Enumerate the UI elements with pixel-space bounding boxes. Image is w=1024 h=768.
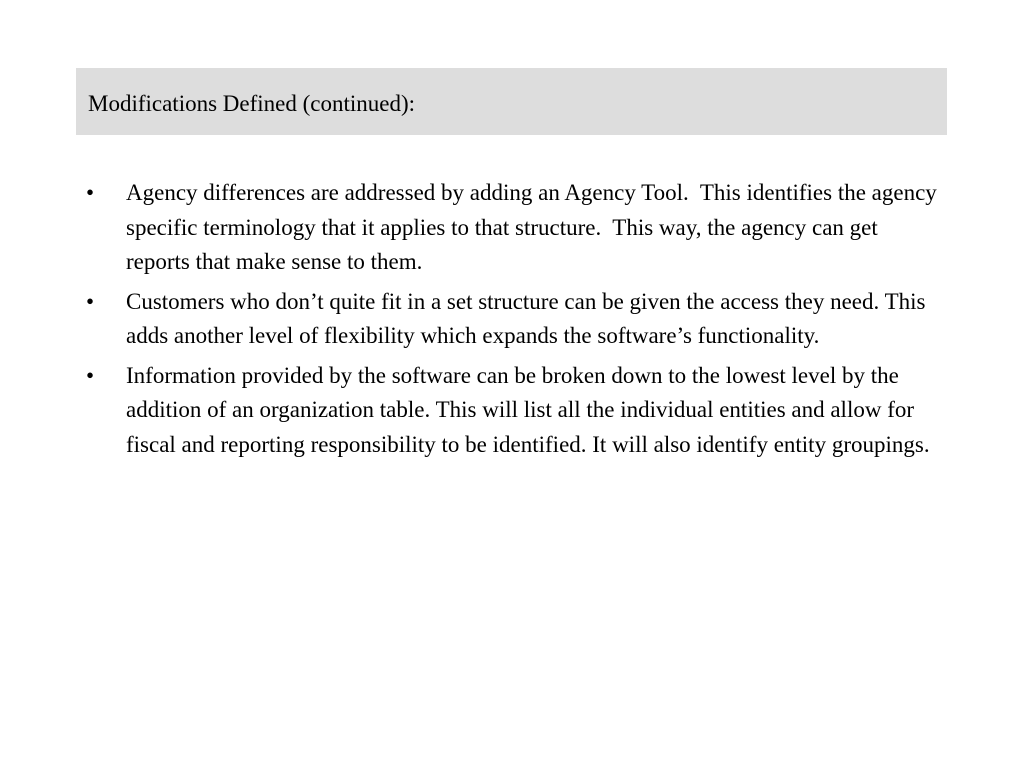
bullet-item-organization-table: [86, 359, 946, 463]
bullet-text: Information provided by the software can be broken down to the lowest level by the addition of an organization table. This will list all the individual entities and allow for fiscal and reporting responsibility to be identified. It will also identify entity groupings.: [126, 362, 930, 457]
slide-title: Modifications Defined (continued):: [88, 91, 416, 116]
slide-title-bar: [76, 68, 947, 135]
bullet-icon: •: [86, 180, 95, 205]
bullet-text: Customers who don’t quite fit in a set structure can be given the access they need. This adds another level of flexibility which expands the software’s functionality.: [126, 288, 926, 348]
bullet-icon: •: [86, 288, 95, 314]
bullet-item-agency-tool: [86, 176, 946, 280]
bullet-list: [86, 176, 946, 467]
bullet-item-customer-access: [86, 285, 946, 354]
bullet-text: Agency differences are addressed by adding an Agency Tool. This identifies the agency specific terminology that it applies to that structure. This way, the agency can get reports that make sense to them.: [126, 180, 937, 274]
bullet-icon: •: [86, 362, 95, 388]
